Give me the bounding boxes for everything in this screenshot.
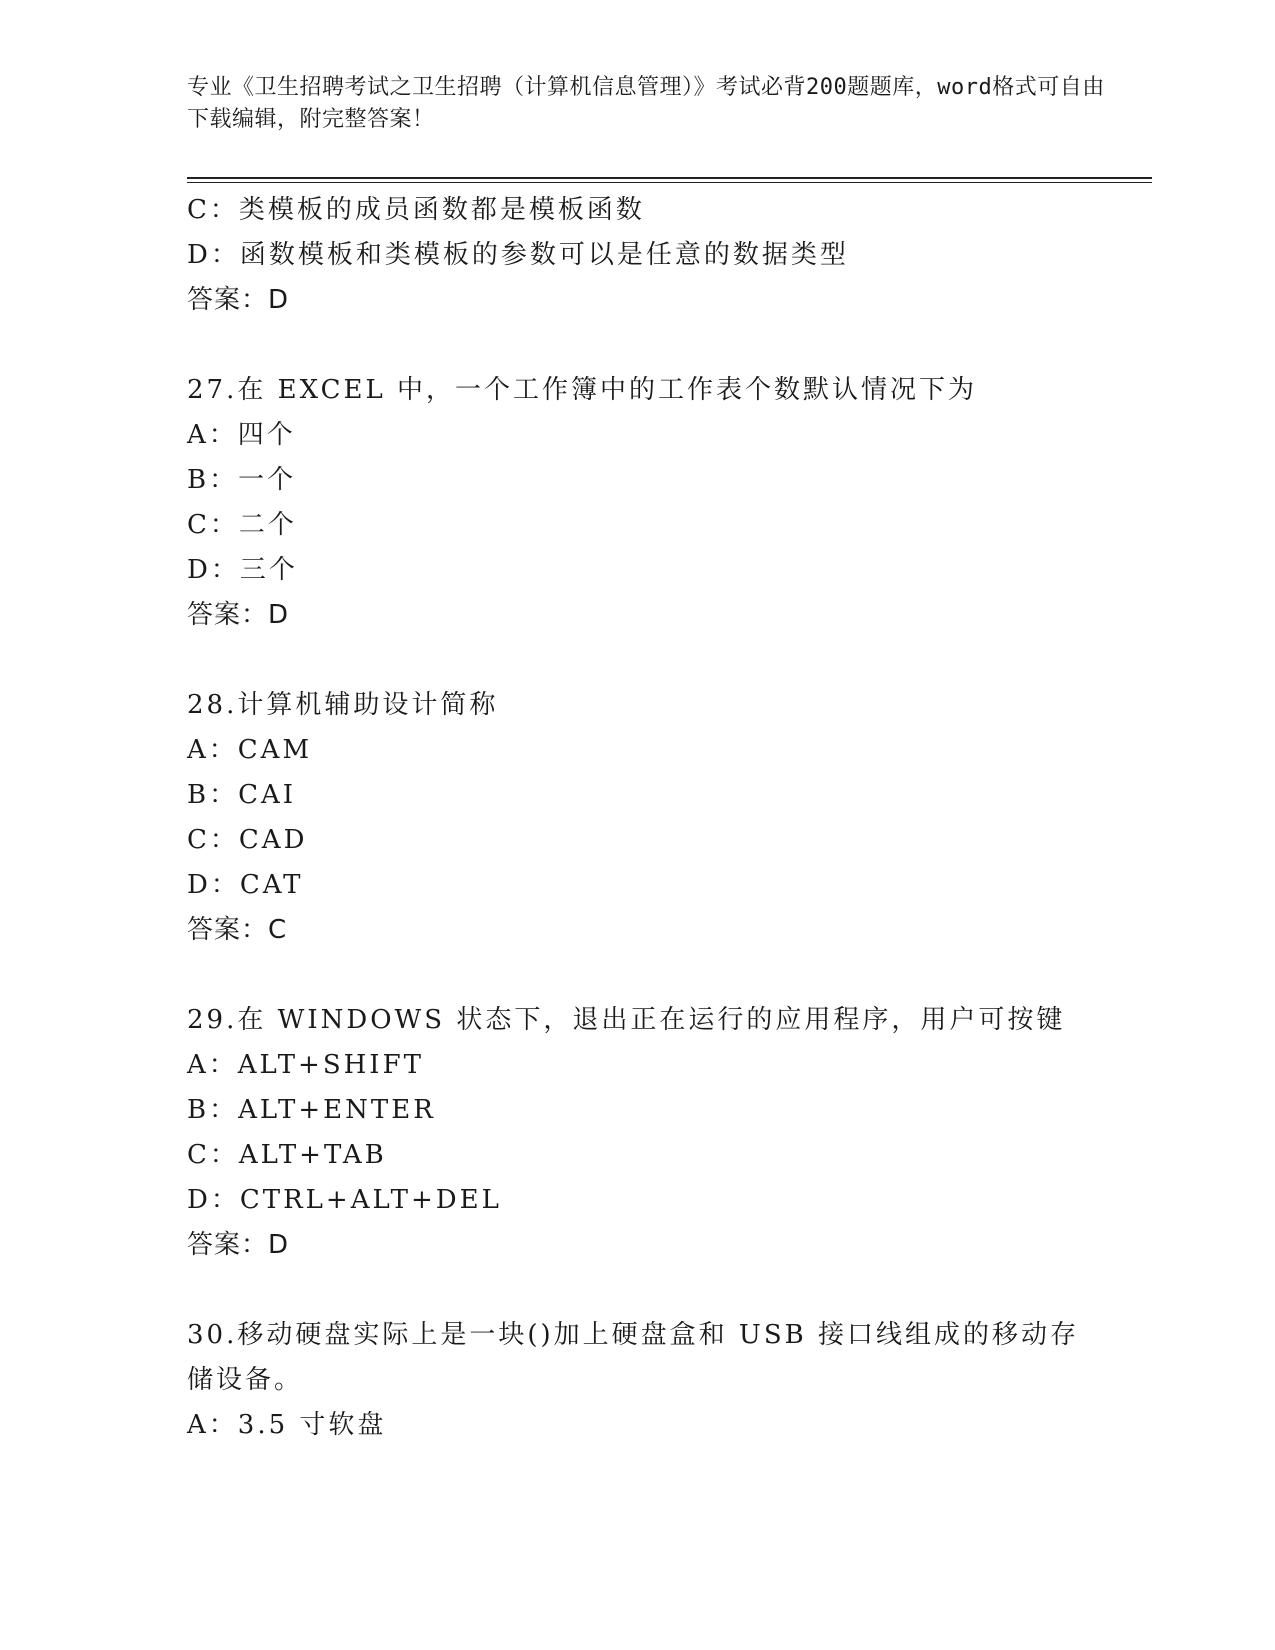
option-d: D：CAT — [187, 870, 304, 900]
option-d: D：CTRL+ALT+DEL — [187, 1185, 502, 1215]
answer-line: 答案：D — [187, 600, 290, 630]
document-intro: 专业《卫生招聘考试之卫生招聘（计算机信息管理）》考试必背200题题库，word格式可自由下载编辑，附完整答案！ — [187, 75, 1105, 132]
question-28 — [187, 683, 1087, 953]
spacer — [187, 323, 1087, 368]
question-30 — [187, 1313, 1087, 1448]
spacer — [187, 953, 1087, 998]
header-divider-thin — [187, 182, 1152, 183]
question-text: 30.移动硬盘实际上是一块()加上硬盘盒和 USB 接口线组成的移动存储设备。 — [187, 1320, 1079, 1395]
answer-line: 答案：C — [187, 915, 288, 945]
option-d: D：函数模板和类模板的参数可以是任意的数据类型 — [187, 240, 849, 270]
option-a: A：3.5 寸软盘 — [187, 1410, 387, 1440]
question-27 — [187, 368, 1087, 638]
option-c: C：类模板的成员函数都是模板函数 — [187, 195, 645, 225]
spacer — [187, 638, 1087, 683]
option-d: D：三个 — [187, 555, 298, 585]
option-c: C：CAD — [187, 825, 308, 855]
option-c: C：二个 — [187, 510, 297, 540]
header-divider-thick — [187, 177, 1152, 179]
option-a: A：ALT+SHIFT — [187, 1050, 424, 1080]
question-text: 27.在 EXCEL 中，一个工作簿中的工作表个数默认情况下为 — [187, 375, 978, 405]
option-c: C：ALT+TAB — [187, 1140, 387, 1170]
question-29 — [187, 998, 1087, 1268]
option-a: A：CAM — [187, 735, 313, 765]
spacer — [187, 1268, 1087, 1313]
question-text: 29.在 WINDOWS 状态下，退出正在运行的应用程序，用户可按键 — [187, 1005, 1066, 1035]
question-list — [187, 188, 1087, 1448]
answer-line: 答案：D — [187, 1230, 290, 1260]
option-b: B：一个 — [187, 465, 297, 495]
option-b: B：CAI — [187, 780, 297, 810]
question-26-tail — [187, 188, 1087, 323]
option-a: A：四个 — [187, 420, 296, 450]
answer-line: 答案：D — [187, 285, 290, 315]
option-b: B：ALT+ENTER — [187, 1095, 436, 1125]
question-text: 28.计算机辅助设计简称 — [187, 690, 499, 720]
